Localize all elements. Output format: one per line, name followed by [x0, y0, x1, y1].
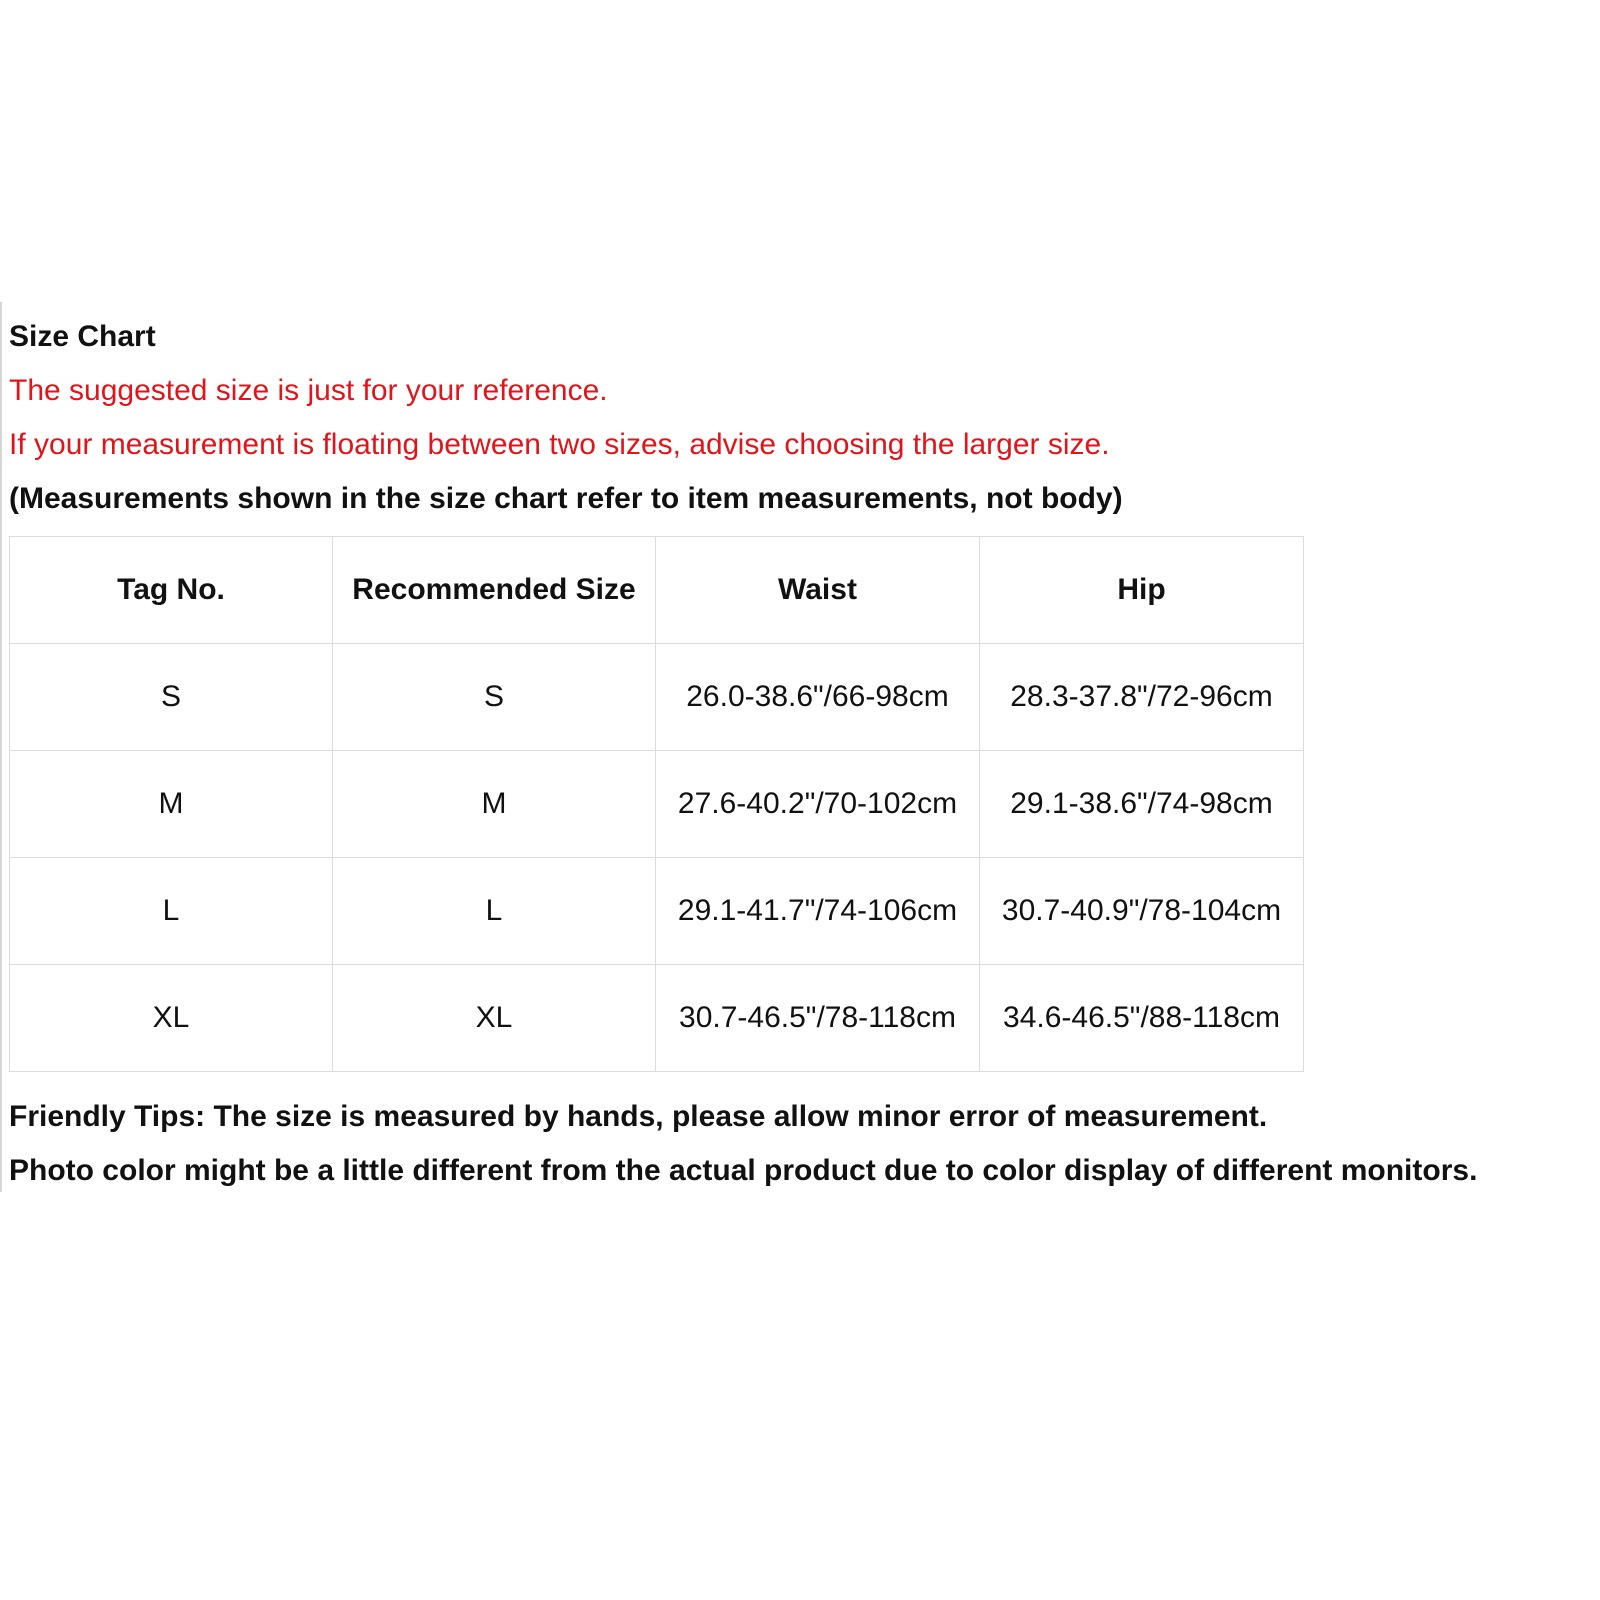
table-header-row — [10, 537, 1304, 644]
size-chart-table — [9, 536, 1304, 1072]
cell-hip: 28.3-37.8"/72-96cm — [980, 644, 1304, 751]
table-row — [10, 858, 1304, 965]
sizing-advice-note: If your measurement is floating between two sizes, advise choosing the larger size. — [9, 428, 1110, 461]
cell-recommended-size: M — [333, 751, 656, 858]
cell-hip: 29.1-38.6"/74-98cm — [980, 751, 1304, 858]
cell-recommended-size: XL — [333, 965, 656, 1072]
cell-hip: 34.6-46.5"/88-118cm — [980, 965, 1304, 1072]
cell-hip: 30.7-40.9"/78-104cm — [980, 858, 1304, 965]
table-row — [10, 751, 1304, 858]
photo-color-tip: Photo color might be a little different from the actual product due to color display of different monitors. — [9, 1154, 1478, 1187]
cell-waist: 27.6-40.2"/70-102cm — [656, 751, 980, 858]
page-title: Size Chart — [9, 320, 156, 353]
cell-tag-no: M — [10, 751, 333, 858]
header-hip: Hip — [980, 537, 1304, 644]
header-tag-no: Tag No. — [10, 537, 333, 644]
measurement-disclaimer: (Measurements shown in the size chart refer to item measurements, not body) — [9, 482, 1123, 515]
cell-waist: 26.0-38.6"/66-98cm — [656, 644, 980, 751]
cell-tag-no: XL — [10, 965, 333, 1072]
cell-tag-no: L — [10, 858, 333, 965]
cell-waist: 29.1-41.7"/74-106cm — [656, 858, 980, 965]
cell-waist: 30.7-46.5"/78-118cm — [656, 965, 980, 1072]
header-recommended-size: Recommended Size — [333, 537, 656, 644]
table-row — [10, 965, 1304, 1072]
cell-recommended-size: S — [333, 644, 656, 751]
friendly-tip: Friendly Tips: The size is measured by hands, please allow minor error of measurement. — [9, 1100, 1268, 1133]
cell-tag-no: S — [10, 644, 333, 751]
reference-note: The suggested size is just for your reference. — [9, 374, 608, 407]
left-divider — [0, 302, 2, 1192]
cell-recommended-size: L — [333, 858, 656, 965]
table-row — [10, 644, 1304, 751]
header-waist: Waist — [656, 537, 980, 644]
